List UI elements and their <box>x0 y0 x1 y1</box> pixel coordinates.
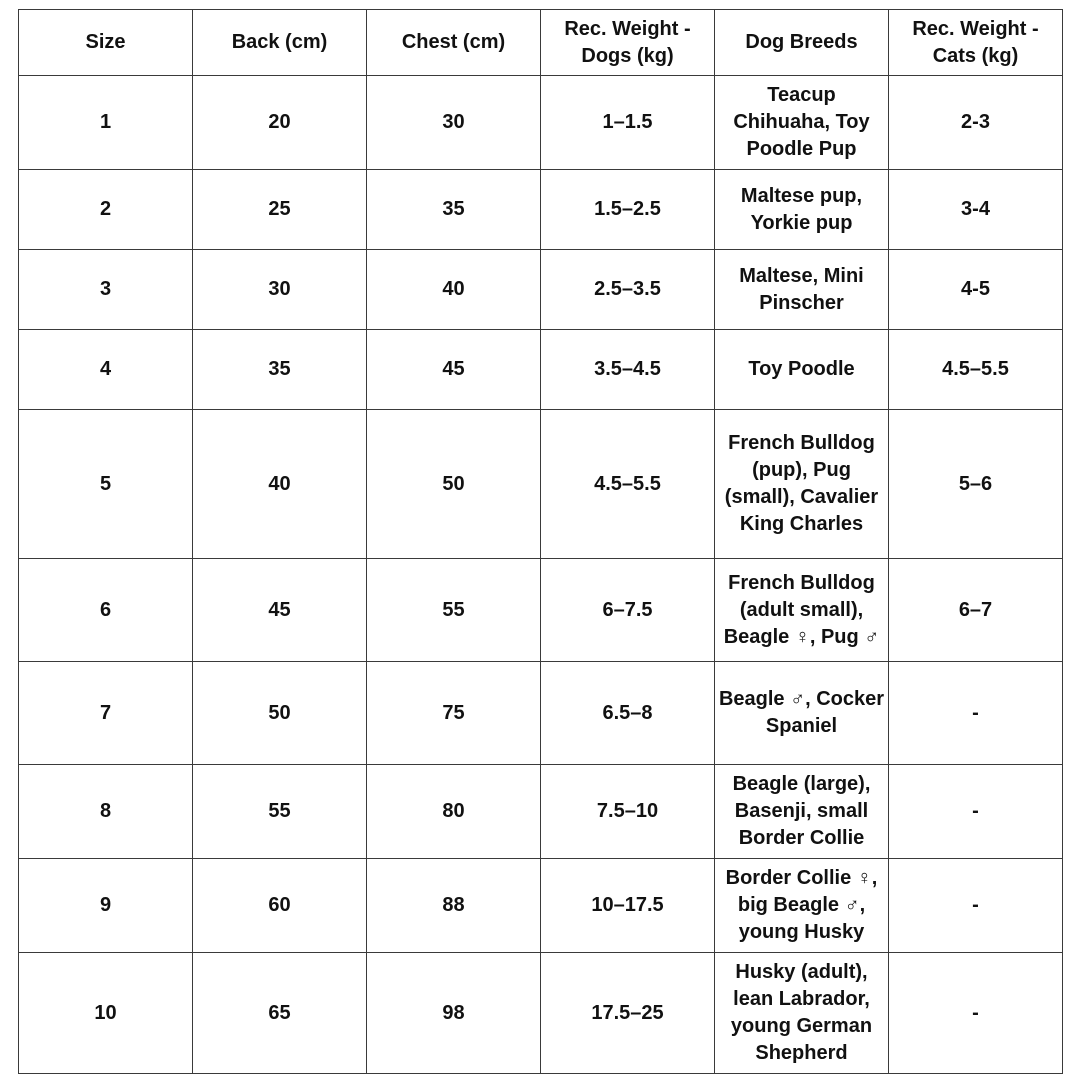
header-size: Size <box>19 10 193 76</box>
cell-dog-weight: 1–1.5 <box>541 76 715 170</box>
cell-dog-breeds: Toy Poodle <box>715 330 889 410</box>
cell-cat-weight: 4-5 <box>889 250 1063 330</box>
cell-chest: 80 <box>367 765 541 859</box>
cell-size: 7 <box>19 662 193 765</box>
table-row <box>19 859 1063 953</box>
cell-dog-breeds: Maltese pup, Yorkie pup <box>715 170 889 250</box>
cell-dog-weight: 4.5–5.5 <box>541 410 715 559</box>
cell-dog-weight: 2.5–3.5 <box>541 250 715 330</box>
cell-size: 5 <box>19 410 193 559</box>
cell-dog-breeds: Maltese, Mini Pinscher <box>715 250 889 330</box>
cell-size: 1 <box>19 76 193 170</box>
cell-dog-weight: 6–7.5 <box>541 559 715 662</box>
table-row <box>19 250 1063 330</box>
cell-back: 45 <box>193 559 367 662</box>
header-cat-weight: Rec. Weight - Cats (kg) <box>889 10 1063 76</box>
cell-dog-weight: 6.5–8 <box>541 662 715 765</box>
cell-size: 10 <box>19 953 193 1074</box>
cell-back: 55 <box>193 765 367 859</box>
cell-cat-weight: 3-4 <box>889 170 1063 250</box>
cell-chest: 40 <box>367 250 541 330</box>
cell-cat-weight: 5–6 <box>889 410 1063 559</box>
header-row <box>19 10 1063 76</box>
cell-dog-weight: 3.5–4.5 <box>541 330 715 410</box>
size-chart-table <box>18 9 1063 1074</box>
cell-cat-weight: - <box>889 662 1063 765</box>
cell-dog-weight: 10–17.5 <box>541 859 715 953</box>
cell-chest: 30 <box>367 76 541 170</box>
cell-dog-weight: 17.5–25 <box>541 953 715 1074</box>
cell-size: 6 <box>19 559 193 662</box>
cell-chest: 75 <box>367 662 541 765</box>
cell-dog-breeds: Beagle ♂, Cocker Spaniel <box>715 662 889 765</box>
table-row <box>19 76 1063 170</box>
table-row <box>19 953 1063 1074</box>
header-dog-breeds: Dog Breeds <box>715 10 889 76</box>
cell-back: 20 <box>193 76 367 170</box>
cell-dog-weight: 7.5–10 <box>541 765 715 859</box>
cell-cat-weight: - <box>889 859 1063 953</box>
cell-back: 65 <box>193 953 367 1074</box>
cell-chest: 45 <box>367 330 541 410</box>
table-row <box>19 559 1063 662</box>
table-row <box>19 170 1063 250</box>
cell-cat-weight: - <box>889 765 1063 859</box>
cell-chest: 50 <box>367 410 541 559</box>
table-row <box>19 330 1063 410</box>
cell-size: 8 <box>19 765 193 859</box>
cell-dog-weight: 1.5–2.5 <box>541 170 715 250</box>
cell-cat-weight: - <box>889 953 1063 1074</box>
cell-cat-weight: 2-3 <box>889 76 1063 170</box>
table-row <box>19 765 1063 859</box>
cell-back: 25 <box>193 170 367 250</box>
cell-chest: 35 <box>367 170 541 250</box>
cell-back: 35 <box>193 330 367 410</box>
cell-size: 3 <box>19 250 193 330</box>
cell-back: 40 <box>193 410 367 559</box>
cell-dog-breeds: French Bulldog (adult small), Beagle ♀, Pug ♂ <box>715 559 889 662</box>
table-row <box>19 662 1063 765</box>
cell-dog-breeds: Teacup Chihuaha, Toy Poodle Pup <box>715 76 889 170</box>
cell-dog-breeds: Border Collie ♀, big Beagle ♂, young Husky <box>715 859 889 953</box>
cell-dog-breeds: Beagle (large), Basenji, small Border Collie <box>715 765 889 859</box>
header-dog-weight: Rec. Weight - Dogs (kg) <box>541 10 715 76</box>
cell-chest: 88 <box>367 859 541 953</box>
cell-size: 2 <box>19 170 193 250</box>
cell-cat-weight: 6–7 <box>889 559 1063 662</box>
cell-dog-breeds: Husky (adult), lean Labrador, young German Shepherd <box>715 953 889 1074</box>
cell-back: 50 <box>193 662 367 765</box>
cell-size: 4 <box>19 330 193 410</box>
cell-back: 30 <box>193 250 367 330</box>
cell-cat-weight: 4.5–5.5 <box>889 330 1063 410</box>
cell-dog-breeds: French Bulldog (pup), Pug (small), Cavalier King Charles <box>715 410 889 559</box>
header-chest: Chest (cm) <box>367 10 541 76</box>
cell-size: 9 <box>19 859 193 953</box>
cell-chest: 55 <box>367 559 541 662</box>
cell-chest: 98 <box>367 953 541 1074</box>
table-row <box>19 410 1063 559</box>
header-back: Back (cm) <box>193 10 367 76</box>
cell-back: 60 <box>193 859 367 953</box>
